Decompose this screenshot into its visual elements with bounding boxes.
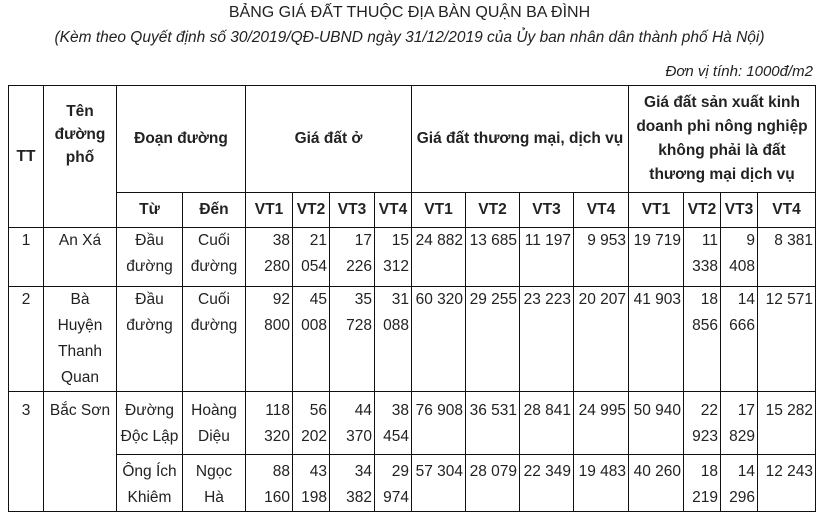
- cell-res-vt4: 38 454: [375, 392, 412, 455]
- cell-na-vt4: 12 571: [758, 287, 816, 392]
- cell-com-vt2: 36 531: [466, 392, 520, 455]
- header-res-vt1: VT1: [246, 193, 293, 228]
- cell-tt: 2: [9, 287, 44, 392]
- cell-com-vt3: 22 349: [520, 455, 574, 512]
- cell-com-vt2: 13 685: [466, 228, 520, 287]
- cell-res-vt1: 38 280: [246, 228, 293, 287]
- header-com-vt2: VT2: [466, 193, 520, 228]
- header-com-vt1: VT1: [412, 193, 466, 228]
- cell-from: Đường Độc Lập: [117, 392, 183, 455]
- table-row: [9, 392, 816, 455]
- header-tt: TT: [9, 86, 44, 228]
- header-res-vt4: VT4: [375, 193, 412, 228]
- header-res-vt2: VT2: [293, 193, 330, 228]
- cell-com-vt1: 57 304: [412, 455, 466, 512]
- cell-res-vt3: 35 728: [330, 287, 375, 392]
- cell-na-vt3: 17 829: [721, 392, 758, 455]
- cell-street: An Xá: [44, 228, 117, 287]
- table-row: [9, 455, 816, 512]
- cell-com-vt2: 28 079: [466, 455, 520, 512]
- land-price-table: [8, 85, 816, 512]
- cell-res-vt2: 56 202: [293, 392, 330, 455]
- cell-to: Cuối đường: [183, 228, 246, 287]
- cell-com-vt1: 24 882: [412, 228, 466, 287]
- cell-res-vt3: 17 226: [330, 228, 375, 287]
- cell-from: Đầu đường: [117, 228, 183, 287]
- header-com-vt3: VT3: [520, 193, 574, 228]
- cell-res-vt1: 92 800: [246, 287, 293, 392]
- cell-to: Cuối đường: [183, 287, 246, 392]
- cell-com-vt1: 60 320: [412, 287, 466, 392]
- cell-res-vt3: 44 370: [330, 392, 375, 455]
- cell-na-vt3: 9 408: [721, 228, 758, 287]
- cell-na-vt1: 41 903: [629, 287, 684, 392]
- cell-tt: 3: [9, 392, 44, 512]
- header-nonagri: Giá đất sản xuất kinh doanh phi nông nghiệp không phải là đất thương mại dịch vụ: [629, 86, 816, 193]
- document-subtitle: (Kèm theo Quyết định số 30/2019/QĐ-UBND ngày 31/12/2019 của Ủy ban nhân dân thành phố Hà Nội): [54, 29, 765, 46]
- cell-res-vt1: 88 160: [246, 455, 293, 512]
- cell-res-vt2: 21 054: [293, 228, 330, 287]
- cell-na-vt1: 40 260: [629, 455, 684, 512]
- cell-com-vt3: 23 223: [520, 287, 574, 392]
- cell-na-vt4: 8 381: [758, 228, 816, 287]
- cell-to: Ngọc Hà: [183, 455, 246, 512]
- cell-na-vt2: 11 338: [684, 228, 721, 287]
- cell-street: Bà Huyện Thanh Quan: [44, 287, 117, 392]
- header-res-vt3: VT3: [330, 193, 375, 228]
- cell-res-vt1: 118 320: [246, 392, 293, 455]
- cell-na-vt2: 22 923: [684, 392, 721, 455]
- header-residential: Giá đất ở: [246, 86, 412, 193]
- cell-na-vt1: 19 719: [629, 228, 684, 287]
- header-segment: Đoạn đường: [117, 86, 246, 193]
- cell-res-vt4: 15 312: [375, 228, 412, 287]
- cell-com-vt4: 20 207: [574, 287, 629, 392]
- cell-from: Ông Ích Khiêm: [117, 455, 183, 512]
- cell-com-vt4: 19 483: [574, 455, 629, 512]
- header-commercial: Giá đất thương mại, dịch vụ: [412, 86, 629, 193]
- header-na-vt4: VT4: [758, 193, 816, 228]
- cell-tt: 1: [9, 228, 44, 287]
- cell-na-vt1: 50 940: [629, 392, 684, 455]
- cell-com-vt2: 29 255: [466, 287, 520, 392]
- cell-na-vt4: 12 243: [758, 455, 816, 512]
- header-from: Từ: [117, 193, 183, 228]
- cell-street: Bắc Sơn: [44, 392, 117, 512]
- cell-na-vt3: 14 296: [721, 455, 758, 512]
- document-title: BẢNG GIÁ ĐẤT THUỘC ĐỊA BÀN QUẬN BA ĐÌNH: [228, 4, 591, 21]
- cell-res-vt4: 31 088: [375, 287, 412, 392]
- cell-com-vt4: 24 995: [574, 392, 629, 455]
- cell-to: Hoàng Diệu: [183, 392, 246, 455]
- header-com-vt4: VT4: [574, 193, 629, 228]
- header-na-vt2: VT2: [684, 193, 721, 228]
- header-to: Đến: [183, 193, 246, 228]
- cell-na-vt3: 14 666: [721, 287, 758, 392]
- cell-na-vt4: 15 282: [758, 392, 816, 455]
- cell-com-vt1: 76 908: [412, 392, 466, 455]
- cell-com-vt3: 28 841: [520, 392, 574, 455]
- cell-com-vt4: 9 953: [574, 228, 629, 287]
- cell-res-vt2: 45 008: [293, 287, 330, 392]
- table-row: [9, 287, 816, 392]
- cell-from: Đầu đường: [117, 287, 183, 392]
- cell-na-vt2: 18 219: [684, 455, 721, 512]
- cell-res-vt3: 34 382: [330, 455, 375, 512]
- cell-na-vt2: 18 856: [684, 287, 721, 392]
- header-na-vt3: VT3: [721, 193, 758, 228]
- cell-res-vt2: 43 198: [293, 455, 330, 512]
- header-na-vt1: VT1: [629, 193, 684, 228]
- header-street: Tên đường phố: [44, 86, 117, 228]
- cell-res-vt4: 29 974: [375, 455, 412, 512]
- table-row: [9, 228, 816, 287]
- unit-label: Đơn vị tính: 1000đ/m2: [665, 63, 813, 80]
- cell-com-vt3: 11 197: [520, 228, 574, 287]
